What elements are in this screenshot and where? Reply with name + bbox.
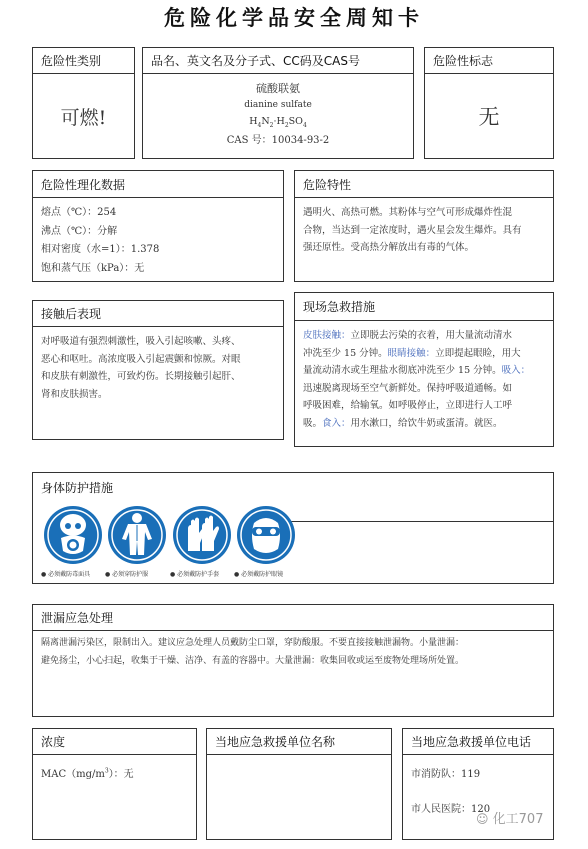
hazard-props-body <box>295 198 553 281</box>
molecular-formula: $H_4N_2\cdot H_2SO_4$ <box>249 116 307 129</box>
eye-contact-text: 立即提起眼睑，用大 <box>435 347 521 359</box>
eye-contact-text: 量流动清水或生理盐水彻底冲洗至少 15 分钟。 <box>303 365 502 376</box>
concentration-body <box>33 755 196 839</box>
protective-suit-icon <box>107 505 167 565</box>
inhalation-label: 吸入： <box>501 365 531 376</box>
rescue-unit-header: 当地应急救援单位名称 <box>207 729 391 755</box>
first-aid-body <box>295 321 553 446</box>
cas-number <box>143 131 413 146</box>
ppe-divider <box>281 521 553 522</box>
concentration-header: 浓度 <box>33 729 196 755</box>
ingestion-text: 用水漱口，给饮牛奶或蛋清。就医。 <box>350 417 503 429</box>
spill-body <box>33 631 553 716</box>
ppe-label-gloves: ● 必须戴防护手套 <box>170 571 220 578</box>
hazard-class-body <box>33 74 134 158</box>
physchem-header: 危险性理化数据 <box>33 171 283 198</box>
hazard-class-value: 可燃! <box>60 106 107 129</box>
hazard-class-header: 危险性类别 <box>33 48 134 74</box>
inhalation-text: 吸。 <box>303 417 323 429</box>
spill-line: 避免扬尘，小心扫起，收集于干燥、洁净、有盖的容器中。大量泄漏：收集回收或运至废物处理场所处置。 <box>41 656 465 666</box>
ppe-box <box>32 472 554 584</box>
physchem-box <box>32 170 284 282</box>
inhalation-text: 呼吸困难，给输氧。如呼吸停止，立即进行人工呼 <box>303 400 513 411</box>
hazard-props-line: 遇明火、高热可燃。其粉体与空气可形成爆炸性混 <box>303 207 513 218</box>
rescue-phone-header: 当地应急救援单位电话 <box>403 729 553 755</box>
contact-box <box>32 300 284 440</box>
page-title: 危险化学品安全周知卡 <box>164 6 424 30</box>
eye-contact-label: 眼睛接触： <box>387 347 436 359</box>
ppe-label-goggles: ● 必须戴防护眼镜 <box>234 571 284 578</box>
mac-sup: 3 <box>104 767 109 775</box>
name-block-header: 品名、英文名及分子式、CC码及CAS号 <box>143 48 413 74</box>
name-block-body <box>143 74 413 158</box>
rescue-unit-box <box>206 728 392 840</box>
skin-contact-label: 皮肤接触： <box>303 330 351 341</box>
contact-line: 肾和皮肤损害。 <box>41 388 108 400</box>
physchem-line: 饱和蒸气压（kPa）：无 <box>41 262 145 274</box>
mac-suffix: ）：无 <box>108 769 134 780</box>
contact-line: 和皮肤有刺激性，可致灼伤。长期接触引起肝、 <box>41 371 241 382</box>
ppe-label-gas-mask: ● 必须戴防毒面具 <box>41 571 91 578</box>
gloves-icon <box>172 505 232 565</box>
spill-line: 隔离泄漏污染区，限制出入。建议应急处理人员戴防尘口罩，穿防酸服。不要直接接触泄漏物。小量泄漏： <box>41 638 465 648</box>
ingestion-label: 食入： <box>322 417 351 429</box>
hazard-props-header: 危险特性 <box>295 171 553 198</box>
concentration-box <box>32 728 197 840</box>
name-block-box <box>142 47 414 159</box>
fire-department-phone: 市消防队：119 <box>411 769 481 780</box>
physchem-line: 沸点（℃）：分解 <box>41 225 118 237</box>
chemical-en-name: dianine sulfate <box>244 100 312 110</box>
wechat-icon: ☺ <box>476 812 489 826</box>
physchem-line: 相对密度（水=1）：1.378 <box>41 244 160 255</box>
contact-line: 对呼吸道有强烈刺激性，吸入引起咳嗽、头疼、 <box>41 336 241 347</box>
chemical-cn-name: 硫酸联氨 <box>256 82 300 95</box>
skin-contact-text: 冲洗至少 15 分钟。 <box>303 347 388 359</box>
goggles-icon <box>236 505 296 565</box>
hazard-sign-header: 危险性标志 <box>425 48 553 74</box>
hazard-props-box <box>294 170 554 282</box>
physchem-line: 熔点（℃）：254 <box>41 207 117 218</box>
watermark-text: 化工707 <box>492 812 544 827</box>
spill-box <box>32 604 554 717</box>
hospital-phone: 市人民医院：120 <box>411 804 491 815</box>
physchem-body <box>33 198 283 281</box>
ppe-header: 身体防护措施 <box>41 480 114 495</box>
ppe-label-suit: ● 必须穿防护服 <box>105 571 149 578</box>
hazard-props-line: 强还原性。受高热分解放出有毒的气体。 <box>303 242 475 253</box>
first-aid-header: 现场急救措施 <box>295 293 553 321</box>
contact-line: 恶心和呕吐。高浓度吸入引起震颤和惊厥。对眼 <box>41 353 241 365</box>
watermark <box>476 808 543 827</box>
mac-prefix: MAC（mg/m <box>41 769 105 780</box>
contact-body <box>33 327 283 439</box>
contact-header: 接触后表现 <box>33 301 283 327</box>
spill-header: 泄漏应急处理 <box>33 605 553 631</box>
hazard-sign-box <box>424 47 554 159</box>
first-aid-box <box>294 292 554 447</box>
cas-value: 10034-93-2 <box>271 134 330 146</box>
hazard-sign-body <box>425 74 553 158</box>
inhalation-text: 迅速脱离现场至空气新鲜处。保持呼吸道通畅。如 <box>303 382 513 394</box>
hazard-class-box <box>32 47 135 159</box>
cas-label: CAS 号： <box>226 134 272 146</box>
skin-contact-text: 立即脱去污染的衣着，用大量流动清水 <box>350 330 513 341</box>
gas-mask-icon <box>43 505 103 565</box>
hazard-props-line: 合物，当达到一定浓度时，遇火星会发生爆炸。具有 <box>303 224 522 236</box>
hazard-sign-value: 无 <box>478 105 500 129</box>
